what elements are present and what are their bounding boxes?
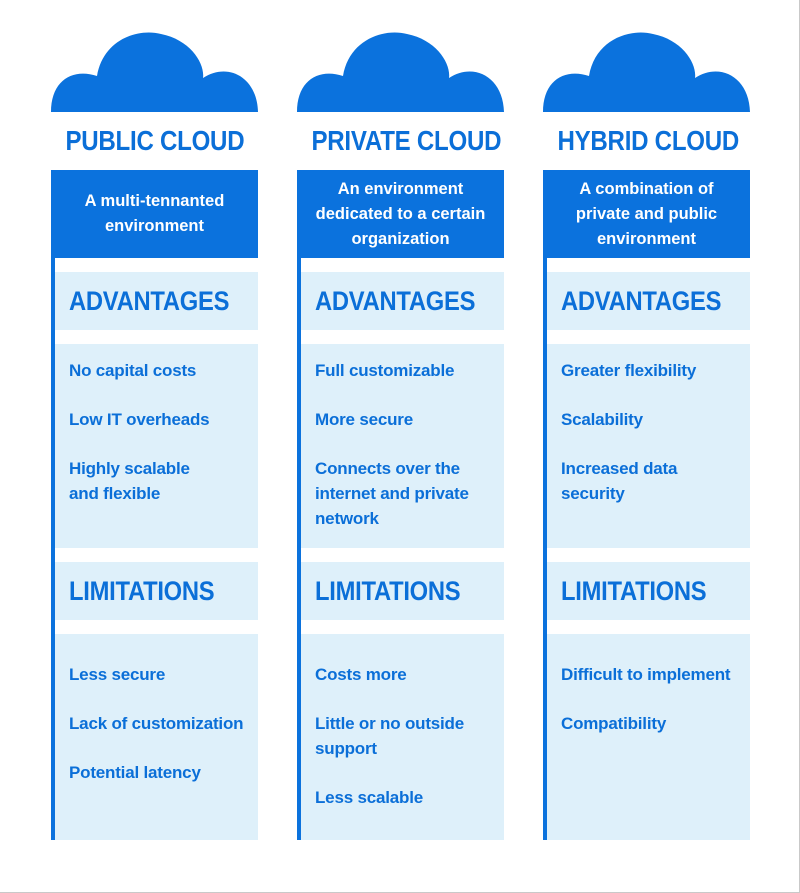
column-description xyxy=(543,170,750,258)
column-description xyxy=(51,170,258,258)
column-description xyxy=(297,170,504,258)
description-line: A combination of xyxy=(579,179,714,198)
list-item: Lack of customization xyxy=(69,714,244,733)
list-item: Greater flexibility xyxy=(561,361,697,380)
list-item: Highly scalable and flexible xyxy=(69,459,190,503)
cloud-icon xyxy=(297,28,504,112)
list-item: Connects over the internet and private network xyxy=(315,459,469,528)
column-title: PRIVATE CLOUD xyxy=(311,125,502,156)
list-item: Less secure xyxy=(69,665,166,684)
list-item: Little or no outside support xyxy=(315,714,464,758)
list-item: Full customizable xyxy=(315,361,455,380)
list-item: Less scalable xyxy=(315,788,423,807)
limitations-header: LIMITATIONS xyxy=(55,562,258,620)
column-title: HYBRID CLOUD xyxy=(557,125,740,156)
column-title: PUBLIC CLOUD xyxy=(65,125,245,156)
limitations-list xyxy=(547,634,750,840)
list-item: Low IT overheads xyxy=(69,410,210,429)
description-line: environment xyxy=(104,217,204,235)
limitations-header: LIMITATIONS xyxy=(547,562,750,620)
list-item: More secure xyxy=(315,410,413,429)
advantages-header: ADVANTAGES xyxy=(301,272,504,330)
list-item: No capital costs xyxy=(69,361,197,380)
description-line: An environment xyxy=(337,179,464,198)
description-line: A multi-tennanted xyxy=(84,192,225,210)
limitations-list xyxy=(55,634,258,840)
advantages-list xyxy=(301,344,504,548)
advantages-header: ADVANTAGES xyxy=(55,272,258,330)
column-hybrid-cloud xyxy=(543,0,750,893)
column-public-cloud xyxy=(51,0,258,893)
list-item: Increased data security xyxy=(561,459,678,503)
advantages-header: ADVANTAGES xyxy=(547,272,750,330)
limitations-header: LIMITATIONS xyxy=(301,562,504,620)
limitations-list xyxy=(301,634,504,840)
list-item: Difficult to implement xyxy=(561,665,731,684)
column-private-cloud xyxy=(297,0,504,893)
cloud-icon xyxy=(543,28,750,112)
cloud-icon xyxy=(51,28,258,112)
list-item: Scalability xyxy=(561,410,643,429)
description-line: environment xyxy=(596,229,696,248)
advantages-list xyxy=(547,344,750,548)
list-item: Compatibility xyxy=(561,714,667,733)
description-line: organization xyxy=(351,229,450,248)
list-item: Costs more xyxy=(315,665,407,684)
list-item: Potential latency xyxy=(69,763,201,782)
description-line: dedicated to a certain xyxy=(315,204,486,223)
description-line: private and public xyxy=(575,204,718,223)
advantages-list xyxy=(55,344,258,548)
